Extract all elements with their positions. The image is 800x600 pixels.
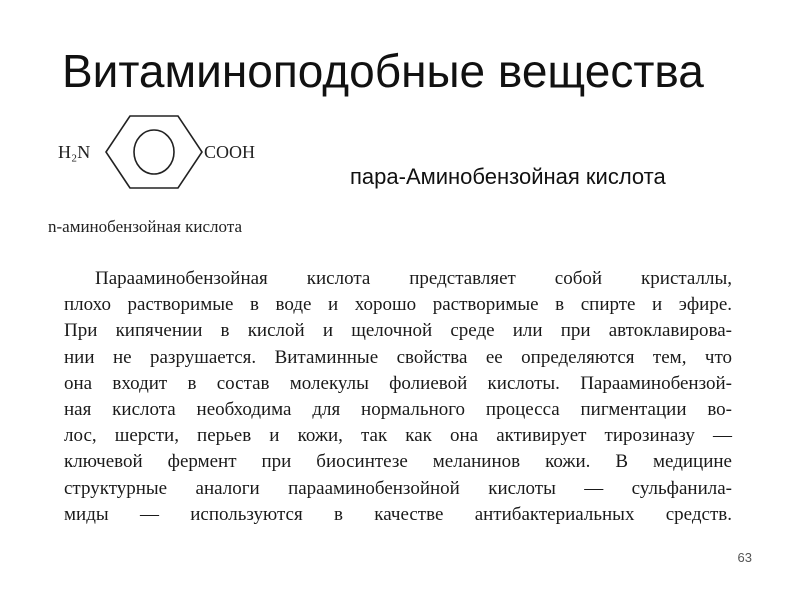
chemical-structure xyxy=(58,108,278,194)
paragraph-line: ная кислота необходима для нормального процесса пигментации во- xyxy=(64,398,732,420)
paragraph-line: При кипячении в кислой и щелочной среде или при автоклавирова- xyxy=(64,320,732,342)
aromatic-circle xyxy=(134,130,174,174)
paragraph-line: Парааминобензойная кислота представляет собой кристаллы, xyxy=(95,268,732,289)
page-number: 63 xyxy=(737,550,752,565)
compound-subtitle: пара-Аминобензойная кислота xyxy=(350,164,666,189)
benzene-ring-diagram xyxy=(58,108,278,194)
paragraph-line: ключевой фермент при биосинтезе меланинов кожи. В медицине xyxy=(64,451,732,473)
amino-group-label: H₂N xyxy=(58,142,91,162)
paragraph-line: она входит в состав молекулы фолиевой кислоты. Парааминобензой- xyxy=(64,372,732,394)
paragraph-line: миды — используются в качестве антибактериальных средств. xyxy=(64,503,732,525)
carboxyl-group-label: COOH xyxy=(204,142,256,162)
description-paragraph xyxy=(64,266,732,528)
paragraph-line: структурные аналоги парааминобензойной кислоты — сульфанила- xyxy=(64,477,732,499)
structure-caption: n-аминобензойная кислота xyxy=(48,217,242,236)
benzene-ring xyxy=(106,116,202,188)
paragraph-line: нии не разрушается. Витаминные свойства ее определяются тем, что xyxy=(64,346,732,368)
paragraph-line: плохо растворимые в воде и хорошо растворимые в спирте и эфире. xyxy=(64,294,732,316)
slide-title: Витаминоподобные вещества xyxy=(62,45,704,97)
paragraph-line: лос, шерсти, перьев и кожи, так как она активирует тирозиназу — xyxy=(64,425,732,447)
